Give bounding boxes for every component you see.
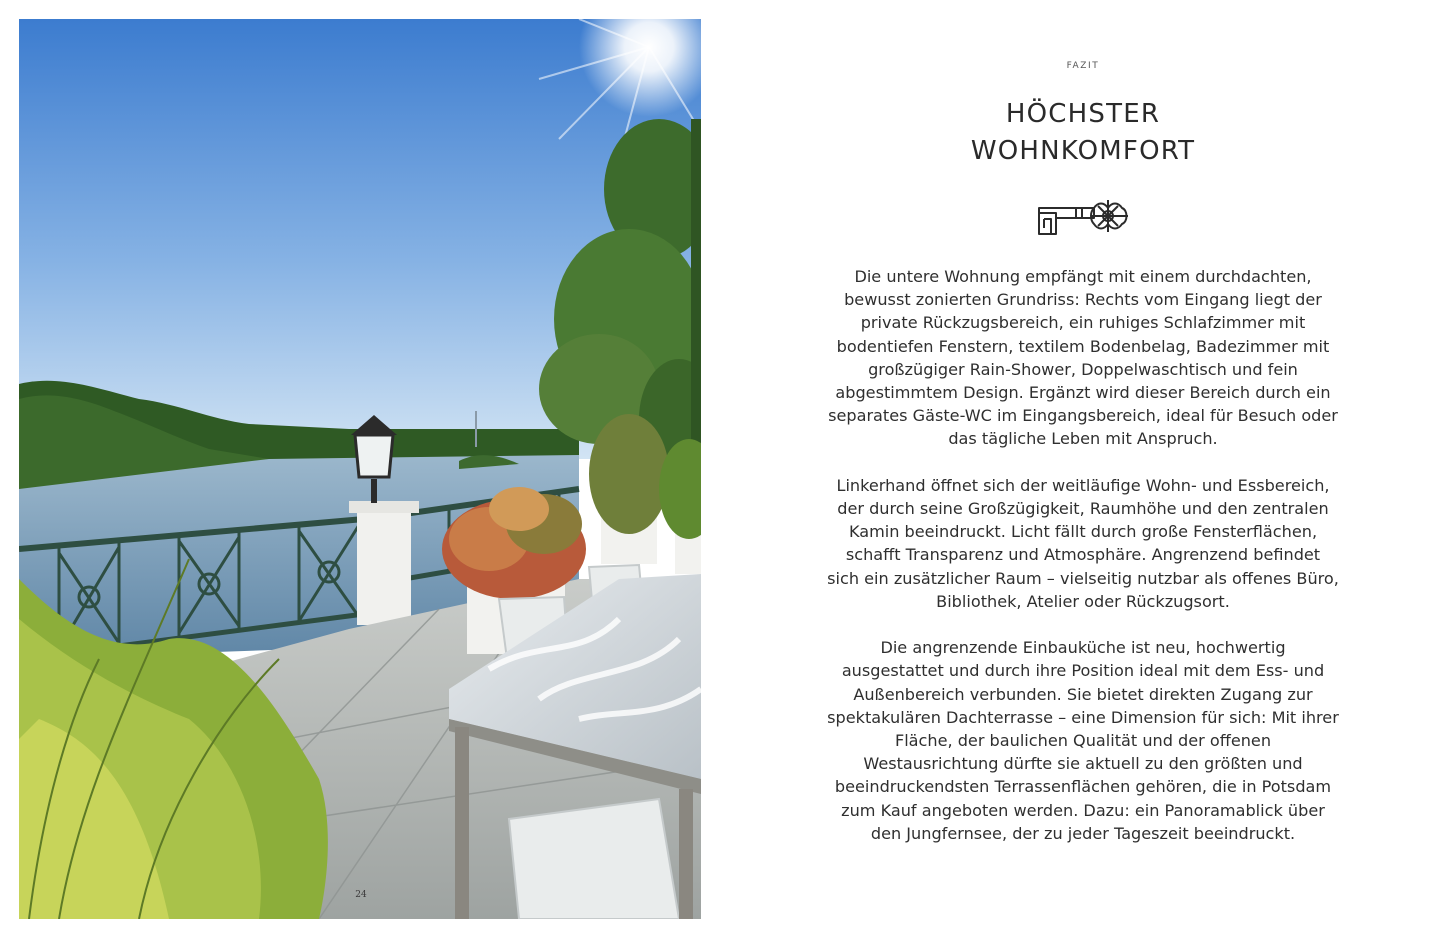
title-line-2: WOHNKOMFORT	[970, 136, 1196, 166]
page-number: 24	[355, 890, 367, 900]
text-line: spektakulären Dachterrasse – eine Dimension für sich: Mit ihrer	[827, 707, 1339, 727]
tv-tower	[475, 411, 477, 447]
text-line: großzügiger Rain-Shower, Doppelwaschtisch und fein	[868, 359, 1298, 379]
text-line: der durch seine Großzügigkeit, Raumhöhe und den zentralen	[837, 499, 1329, 519]
title-line-1: HÖCHSTER	[1005, 99, 1161, 129]
paragraph-1	[793, 265, 1373, 451]
terrace-lake-photo	[19, 19, 701, 919]
text-line: Linkerhand öffnet sich der weitläufige Wohn- und Essbereich,	[836, 475, 1330, 495]
paragraph-2	[793, 474, 1373, 613]
section-eyebrow: FAZIT	[1066, 61, 1100, 71]
text-line: Westausrichtung dürfte sie aktuell zu den größten und	[863, 754, 1303, 774]
text-line: sich ein zusätzlicher Raum – vielseitig nutzbar als offenes Büro,	[827, 568, 1339, 588]
text-line: bewusst zonierten Grundriss: Rechts vom Eingang liegt der	[844, 290, 1322, 310]
text-line: schafft Transparenz und Atmosphäre. Angrenzend befindet	[845, 545, 1321, 565]
text-line: separates Gäste-WC im Eingangsbereich, ideal für Besuch oder	[828, 406, 1338, 426]
text-line: Die angrenzende Einbauküche ist neu, hochwertig	[880, 638, 1286, 658]
text-line: zum Kauf angeboten werden. Dazu: ein Panoramablick über	[841, 800, 1325, 820]
text-line: den Jungfernsee, der zu jeder Tageszeit beeindruckt.	[870, 823, 1296, 843]
text-line: ausgestattet und durch ihre Position ideal mit dem Ess- und	[841, 661, 1325, 681]
text-line: Fläche, der baulichen Qualität und der offenen	[894, 731, 1272, 751]
text-line: bodentiefen Fenstern, textilem Bodenbelag, Badezimmer mit	[836, 336, 1330, 356]
text-line: das tägliche Leben mit Anspruch.	[948, 429, 1218, 449]
text-line: private Rückzugsbereich, ein ruhiges Schlafzimmer mit	[860, 313, 1306, 333]
text-line: abgestimmtem Design. Ergänzt wird dieser Bereich durch ein	[835, 383, 1331, 403]
text-line: Bibliothek, Atelier oder Rückzugsort.	[936, 591, 1230, 611]
text-line: Die untere Wohnung empfängt mit einem durchdachten,	[854, 267, 1312, 286]
text-line: Außenbereich verbunden. Sie bietet direkten Zugang zur	[853, 684, 1313, 704]
body-text	[793, 265, 1373, 868]
text-line: Kamin beeindruckt. Licht fällt durch große Fensterflächen,	[848, 522, 1318, 542]
ornamental-key-icon	[1036, 196, 1134, 238]
paragraph-3	[793, 636, 1373, 845]
page-title	[793, 96, 1373, 170]
text-line: beeindruckendsten Terrassenflächen gehören, die in Potsdam	[834, 777, 1332, 797]
